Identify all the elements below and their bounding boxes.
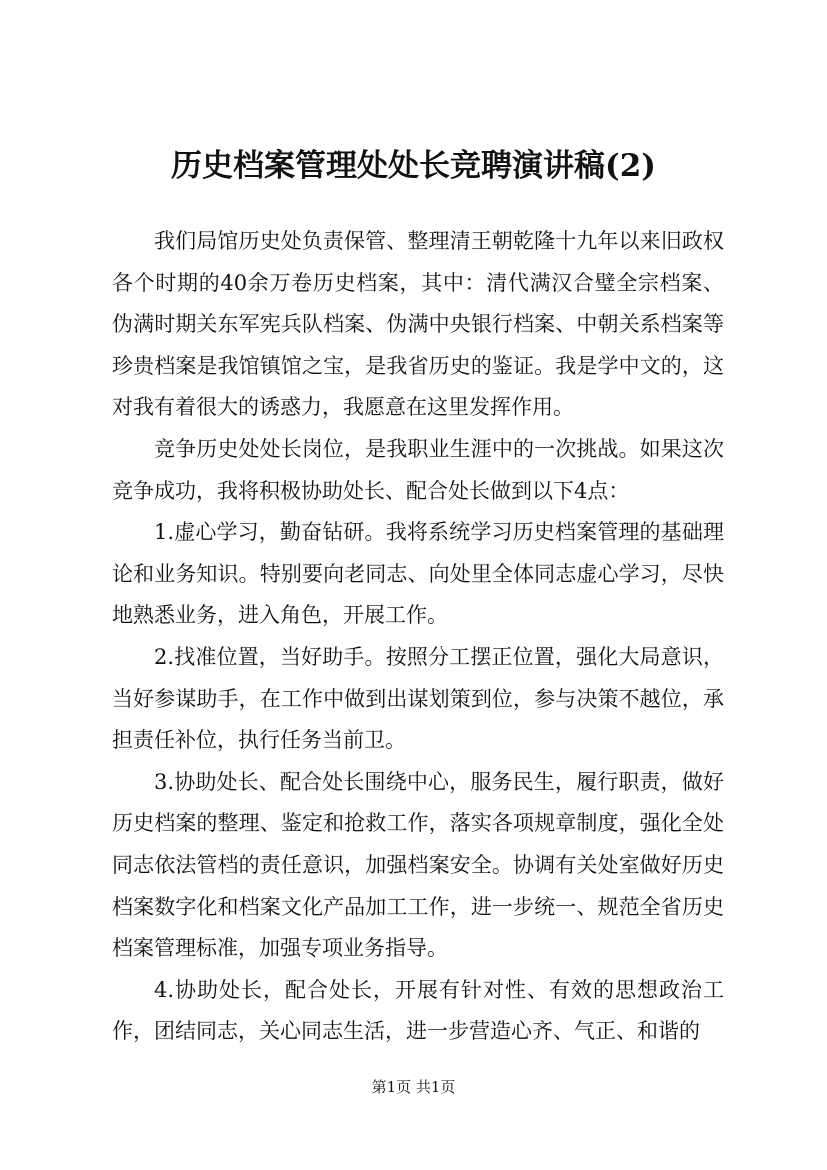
paragraph-point-3: 3.协助处长、配合处长围绕中心，服务民生，履行职责，做好历史档案的整理、鉴定和抢救工作，落实各项规章制度，强化全处同志依法管档的责任意识，加强档案安全。协调有关处室做好历史档案数字化和档案文化产品加工工作，进一步统一、规范全省历史档案管理标准，加强专项业务指导。: [112, 769, 724, 961]
paragraph-intro: 我们局馆历史处负责保管、整理清王朝乾隆十九年以来旧政权各个时期的40余万卷历史档案，其中：清代满汉合璧全宗档案、伪满时期关东军宪兵队档案、伪满中央银行档案、中朝关系档案等珍贵档案是我馆镇馆之宝，是我省历史的鉴证。我是学中文的，这对我有着很大的诱惑力，我愿意在这里发挥作用。: [112, 229, 724, 420]
document-body: [112, 221, 724, 1053]
paragraph-point-1: 1.虚心学习，勤奋钻研。我将系统学习历史档案管理的基础理论和业务知识。特别要向老同志、向处里全体同志虚心学习，尽快地熟悉业务，进入角色，开展工作。: [112, 520, 724, 628]
paragraph-competition: 竞争历史处处长岗位，是我职业生涯中的一次挑战。如果这次竞争成功，我将积极协助处长、配合处长做到以下4点：: [112, 436, 724, 503]
document-title: 历史档案管理处处长竞聘演讲稿(2): [171, 148, 656, 184]
paragraph-point-4: 4.协助处长，配合处长，开展有针对性、有效的思想政治工作，团结同志，关心同志生活，进一步营造心齐、气正、和谐的: [112, 977, 724, 1044]
paragraph-point-2: 2.找准位置，当好助手。按照分工摆正位置，强化大局意识，当好参谋助手，在工作中做到出谋划策到位，参与决策不越位，承担责任补位，执行任务当前卫。: [112, 644, 724, 753]
page-footer: 第1页 共1页: [371, 1078, 456, 1096]
